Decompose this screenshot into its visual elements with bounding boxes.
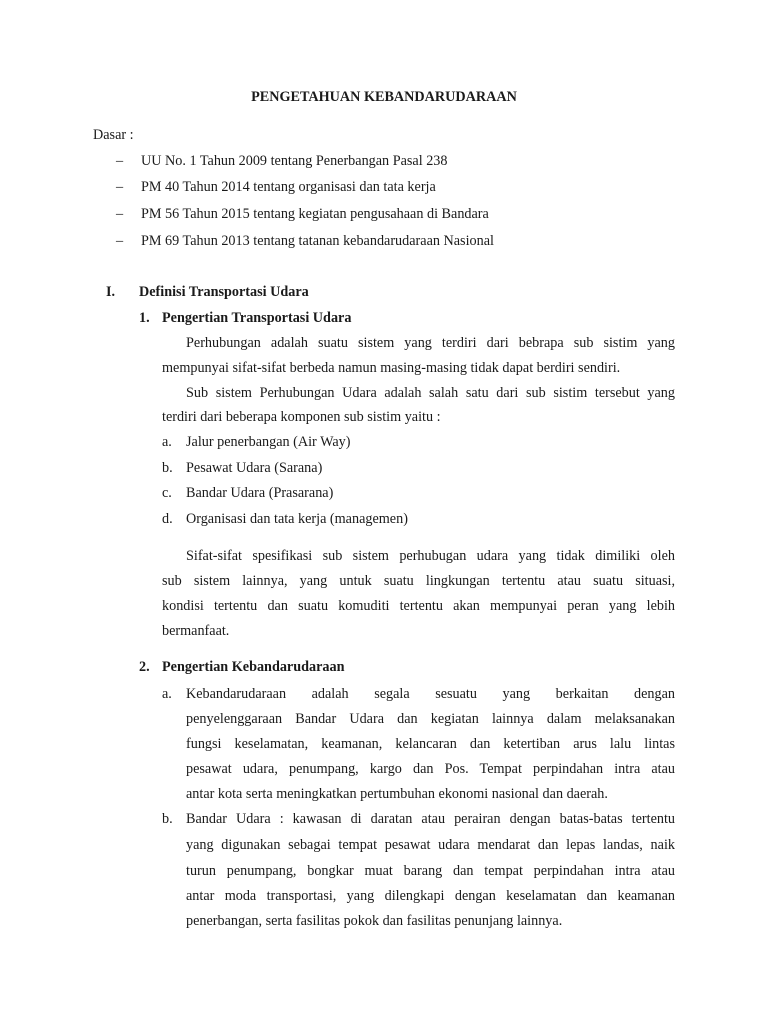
paragraph-line: bermanfaat. <box>162 623 230 639</box>
list-item: Jalur penerbangan (Air Way) <box>186 434 351 450</box>
list-marker: c. <box>162 485 172 501</box>
paragraph-line: kondisi tertentu dan suatu komuditi tertentu akan mempunyai peran yang lebih <box>162 598 675 614</box>
list-item: Pesawat Udara (Sarana) <box>186 460 323 476</box>
paragraph-line: penyelenggaraan Bandar Udara dan kegiatan lainnya dalam melaksanakan <box>186 711 675 727</box>
paragraph-line: turun penumpang, bongkar muat barang dan tempat perpindahan intra atau <box>186 863 675 879</box>
list-marker: b. <box>162 460 173 476</box>
subsection-number: 2. <box>139 659 150 675</box>
paragraph-line: pesawat udara, penumpang, kargo dan Pos. Tempat perpindahan intra atau <box>186 761 675 777</box>
dasar-item: PM 69 Tahun 2013 tentang tatanan kebandarudaraan Nasional <box>141 233 494 249</box>
subsection-number: 1. <box>139 310 150 326</box>
dasar-item: PM 40 Tahun 2014 tentang organisasi dan tata kerja <box>141 179 436 195</box>
list-item: Organisasi dan tata kerja (managemen) <box>186 511 408 527</box>
document-title: PENGETAHUAN KEBANDARUDARAAN <box>251 89 517 105</box>
list-marker: a. <box>162 434 172 450</box>
list-marker: b. <box>162 811 173 827</box>
dasar-dash-2: – <box>116 179 124 195</box>
paragraph-line: Sub sistem Perhubungan Udara adalah salah satu dari sub sistim tersebut yang <box>186 385 675 401</box>
subsection-title: Pengertian Transportasi Udara <box>162 310 352 326</box>
dasar-label: Dasar : <box>93 127 134 143</box>
paragraph-line: mempunyai sifat-sifat berbeda namun masing-masing tidak dapat berdiri sendiri. <box>162 360 621 376</box>
paragraph-line: sub sistem lainnya, yang untuk suatu lingkungan tertentu atau suatu situasi, <box>162 573 675 589</box>
paragraph-line: antar moda transportasi, yang dilengkapi dengan keselamatan dan keamanan <box>186 888 675 904</box>
section-title: Definisi Transportasi Udara <box>139 284 309 300</box>
section-number: I. <box>106 284 116 300</box>
paragraph-line: Kebandarudaraan adalah segala sesuatu yang berkaitan dengan <box>186 686 675 702</box>
list-item: Bandar Udara (Prasarana) <box>186 485 334 501</box>
paragraph-line: fungsi keselamatan, keamanan, kelancaran dan ketertiban arus lalu lintas <box>186 736 675 752</box>
paragraph-line: Sifat-sifat spesifikasi sub sistem perhubugan udara yang tidak dimiliki oleh <box>186 548 675 564</box>
dasar-dash-3: – <box>116 206 124 222</box>
subsection-title: Pengertian Kebandarudaraan <box>162 659 345 675</box>
paragraph-line: Perhubungan adalah suatu sistem yang terdiri dari bebrapa sub sistim yang <box>186 335 675 351</box>
paragraph-line: antar kota serta meningkatkan pertumbuhan ekonomi nasional dan daerah. <box>186 786 608 802</box>
dasar-item: UU No. 1 Tahun 2009 tentang Penerbangan Pasal 238 <box>141 153 448 169</box>
paragraph-line: terdiri dari beberapa komponen sub sistim yaitu : <box>162 409 441 425</box>
paragraph-line: Bandar Udara : kawasan di daratan atau perairan dengan batas-batas tertentu <box>186 811 675 827</box>
list-marker: d. <box>162 511 173 527</box>
dasar-dash-4: – <box>116 233 124 249</box>
paragraph-line: penerbangan, serta fasilitas pokok dan fasilitas penunjang lainnya. <box>186 913 563 929</box>
dasar-dash-1: – <box>116 153 124 169</box>
dasar-item: PM 56 Tahun 2015 tentang kegiatan pengusahaan di Bandara <box>141 206 489 222</box>
list-marker: a. <box>162 686 172 702</box>
paragraph-line: yang digunakan sebagai tempat pesawat udara mendarat dan lepas landas, naik <box>186 837 675 853</box>
